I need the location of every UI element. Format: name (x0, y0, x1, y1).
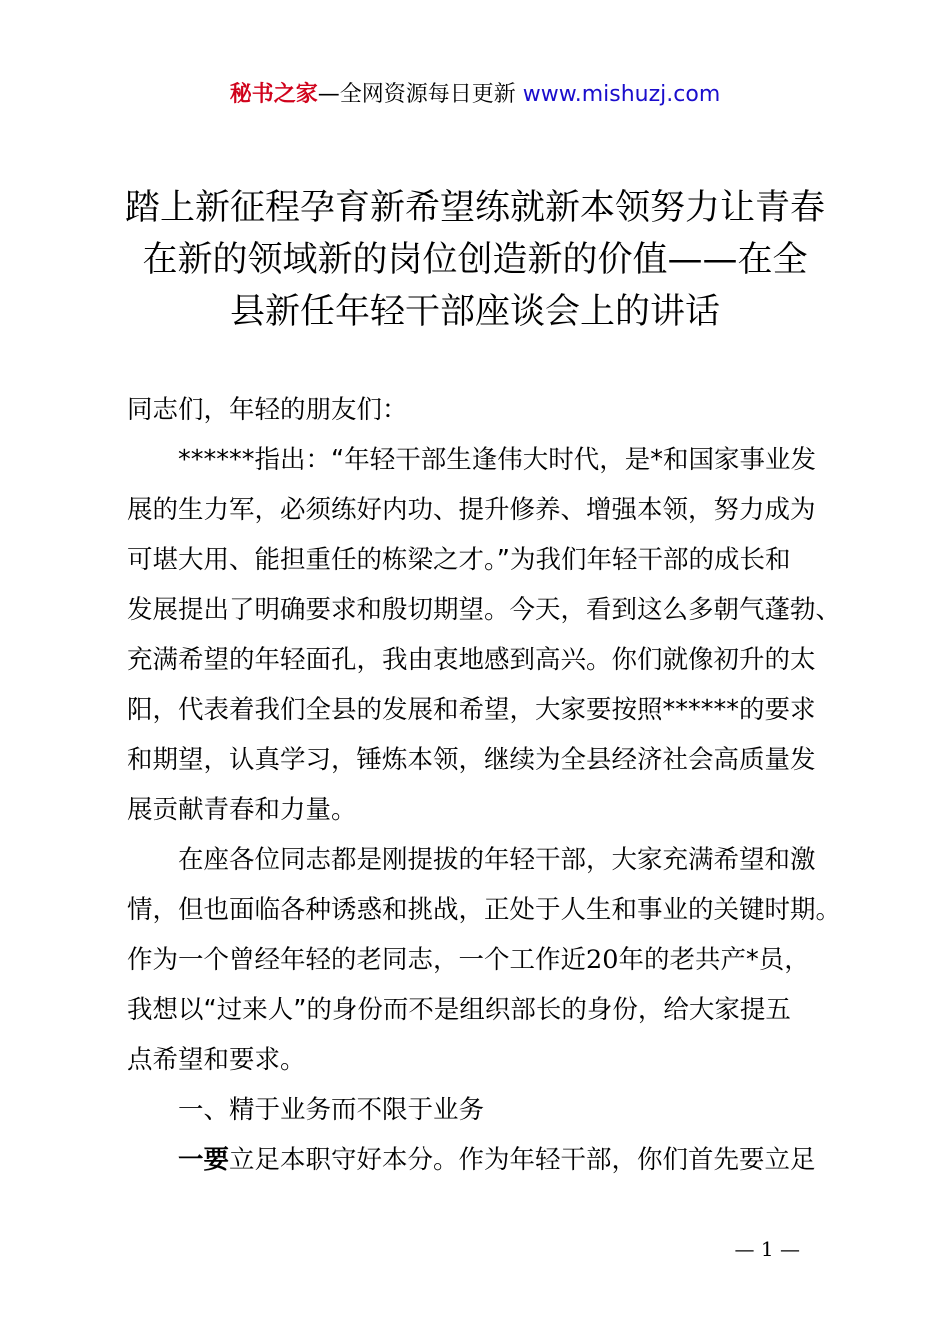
section-heading-1 (127, 1085, 832, 1135)
paragraph-1-line: 可堪大用、能担重任的栋梁之才。”为我们年轻干部的成长和 (127, 545, 791, 575)
paragraph-2-line: 点希望和要求。 (127, 1045, 306, 1075)
title-line-1: 踏上新征程孕育新希望练就新本领努力让青春 (124, 188, 825, 228)
header-tagline: —全网资源每日更新 (317, 82, 516, 107)
paragraph-3-line (127, 1135, 832, 1185)
paragraph-1-line: ******指出：“年轻干部生逢伟大时代，是*和国家事业发 (178, 445, 816, 475)
site-header (0, 78, 950, 112)
paragraph-1-line: 发展提出了明确要求和殷切期望。今天，看到这么多朝气蓬勃、 (127, 595, 842, 625)
paragraph-1-line: 阳，代表着我们全县的发展和希望，大家要按照******的要求 (127, 695, 816, 725)
paragraph-2 (127, 835, 842, 1085)
paragraph-3-text: 立足本职守好本分。作为年轻干部，你们首先要立足 (229, 1145, 816, 1175)
document-title (100, 182, 850, 338)
years-number: 20 (586, 945, 619, 975)
paragraph-2-text: 作为一个曾经年轻的老同志，一个工作近 (127, 945, 587, 975)
brand-name: 秘书之家 (229, 82, 318, 107)
paragraph-2-line: 情，但也面临各种诱惑和挑战，正处于人生和事业的关键时期。 (127, 895, 842, 925)
section-heading-text: 一、精于业务而不限于业务 (178, 1095, 485, 1125)
site-url-link[interactable]: www.mishuzj.com (522, 82, 721, 107)
title-line-3: 县新任年轻干部座谈会上的讲话 (229, 292, 720, 332)
page-number: — 1 — (734, 1237, 800, 1261)
paragraph-2-line (127, 935, 832, 985)
title-line-2: 在新的领域新的岗位创造新的价值——在全 (142, 240, 808, 280)
paragraph-2-line: 在座各位同志都是刚提拔的年轻干部，大家充满希望和激 (178, 845, 816, 875)
paragraph-3 (127, 1135, 832, 1185)
paragraph-1 (127, 435, 842, 835)
paragraph-1-line: 充满希望的年轻面孔，我由衷地感到高兴。你们就像初升的太 (127, 645, 816, 675)
document-body (127, 385, 842, 1185)
paragraph-2-line: 我想以“过来人”的身份而不是组织部长的身份，给大家提五 (127, 995, 791, 1025)
paragraph-1-line: 和期望，认真学习，锤炼本领，继续为全县经济社会高质量发 (127, 745, 816, 775)
page-footer (0, 1234, 950, 1264)
paragraph-1-line: 展的生力军，必须练好内功、提升修养、增强本领，努力成为 (127, 495, 816, 525)
paragraph-2-text: 年的老共产*员， (618, 945, 810, 975)
salutation: 同志们，年轻的朋友们： (127, 395, 408, 425)
paragraph-1-line: 展贡献青春和力量。 (127, 795, 357, 825)
emphasis-lead: 一要 (178, 1145, 230, 1175)
